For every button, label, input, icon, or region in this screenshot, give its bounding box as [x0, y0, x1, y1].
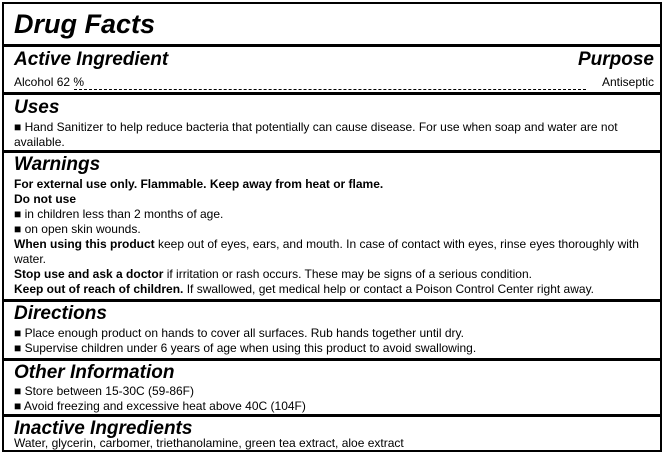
- direction-item: ■ Place enough product on hands to cover all surfaces. Rub hands together until dry.: [14, 326, 464, 340]
- warning-item: ■ in children less than 2 months of age.: [14, 207, 224, 221]
- warning-stop-use: [14, 267, 532, 282]
- divider: [4, 358, 660, 361]
- active-ingredient-heading: Active Ingredient: [14, 49, 169, 70]
- warning-when-using: [14, 237, 656, 267]
- divider: [4, 299, 660, 302]
- drug-facts-title: Drug Facts: [14, 9, 156, 39]
- warning-do-not-use: Do not use: [14, 192, 76, 206]
- other-information-heading: Other Information: [14, 362, 175, 383]
- divider: [4, 150, 660, 153]
- keep-out-text: If swallowed, get medical help or contact a Poison Control Center right away.: [183, 282, 595, 296]
- directions-heading: Directions: [14, 303, 107, 324]
- warning-external: For external use only. Flammable. Keep away from heat or flame.: [14, 177, 384, 191]
- divider: [4, 414, 660, 417]
- when-using-text: keep out of eyes, ears, and mouth. In case of contact with eyes, rinse eyes thoroughly with water.: [14, 237, 639, 266]
- uses-text: ■ Hand Sanitizer to help reduce bacteria that potentially can cause disease. For use when soap and water are not available.: [14, 120, 618, 149]
- other-item: ■ Avoid freezing and excessive heat above 40C (104F): [14, 399, 306, 413]
- drug-facts-panel: [2, 2, 662, 452]
- keep-out-label: Keep out of reach of children.: [14, 282, 184, 296]
- warning-item: ■ on open skin wounds.: [14, 222, 141, 236]
- divider: [4, 92, 660, 95]
- when-using-label: When using this product: [14, 237, 155, 251]
- leader-dots: [74, 80, 586, 90]
- inactive-ingredients-text: Water, glycerin, carbomer, triethanolamine, green tea extract, aloe extract: [14, 436, 404, 450]
- direction-item: ■ Supervise children under 6 years of age when using this product to avoid swallowing.: [14, 341, 477, 355]
- stop-use-label: Stop use and ask a doctor: [14, 267, 164, 281]
- warnings-heading: Warnings: [14, 154, 101, 175]
- other-item: ■ Store between 15-30C (59-86F): [14, 384, 195, 398]
- warning-keep-out: [14, 282, 594, 297]
- purpose-heading: Purpose: [577, 49, 654, 70]
- uses-heading: Uses: [14, 97, 60, 118]
- stop-use-text: if irritation or rash occurs. These may be signs of a serious condition.: [163, 267, 532, 281]
- active-ingredient-value: Alcohol 62 %: [14, 75, 85, 89]
- purpose-value: Antiseptic: [601, 75, 654, 89]
- divider: [4, 44, 660, 47]
- inactive-ingredients-heading: Inactive Ingredients: [14, 418, 193, 439]
